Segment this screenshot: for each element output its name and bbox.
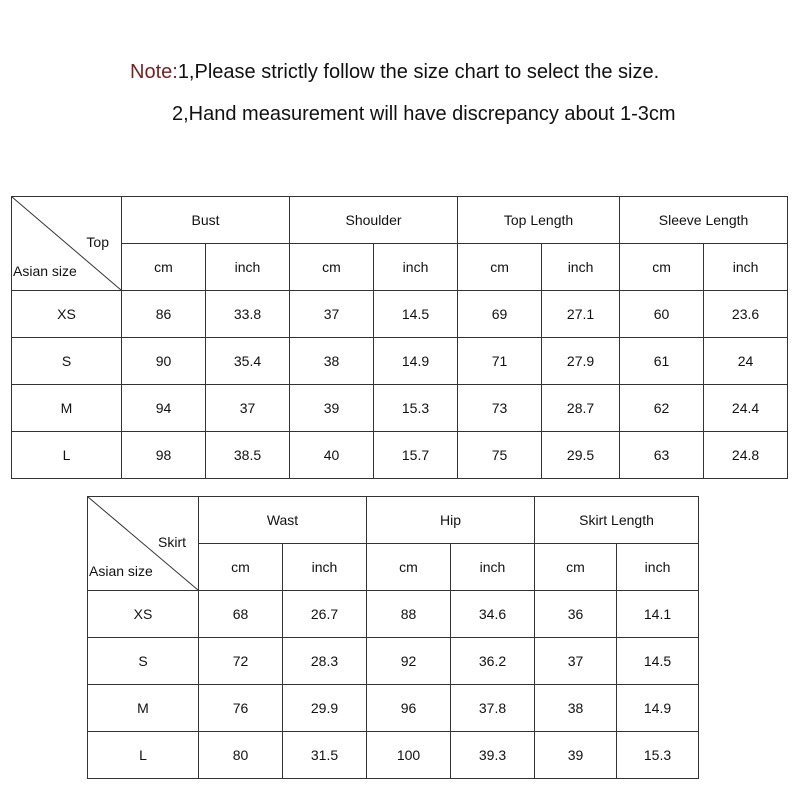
unit-cell: inch (617, 544, 699, 591)
value-cell: 96 (367, 685, 451, 732)
value-cell: 73 (458, 385, 542, 432)
value-cell: 94 (122, 385, 206, 432)
unit-cell: cm (458, 244, 542, 291)
value-cell: 23.6 (704, 291, 788, 338)
top-table-unit-header (12, 244, 788, 291)
value-cell: 37 (206, 385, 290, 432)
size-label: L (88, 732, 199, 779)
value-cell: 98 (122, 432, 206, 479)
value-cell: 28.7 (542, 385, 620, 432)
top-table-corner-cell (12, 197, 122, 291)
value-cell: 24.8 (704, 432, 788, 479)
table-row (88, 638, 699, 685)
table-row (12, 291, 788, 338)
top-table-group-sleeve-length: Sleeve Length (620, 197, 788, 244)
size-label: S (88, 638, 199, 685)
size-label: M (88, 685, 199, 732)
value-cell: 38.5 (206, 432, 290, 479)
table-row (12, 385, 788, 432)
top-table-group-bust: Bust (122, 197, 290, 244)
unit-cell: inch (704, 244, 788, 291)
value-cell: 38 (535, 685, 617, 732)
value-cell: 14.5 (374, 291, 458, 338)
unit-cell: inch (542, 244, 620, 291)
unit-cell: cm (199, 544, 283, 591)
note-line-1 (130, 61, 659, 84)
value-cell: 39 (290, 385, 374, 432)
skirt-table-corner-top-label: Skirt (158, 534, 186, 550)
unit-cell: inch (283, 544, 367, 591)
value-cell: 71 (458, 338, 542, 385)
note-line-1-text: 1,Please strictly follow the size chart to select the size. (177, 61, 660, 83)
top-table-group-top-length: Top Length (458, 197, 620, 244)
top-table-corner-bottom-label: Asian size (13, 263, 77, 279)
unit-cell: inch (206, 244, 290, 291)
value-cell: 26.7 (283, 591, 367, 638)
value-cell: 72 (199, 638, 283, 685)
size-label: S (12, 338, 122, 385)
unit-cell: cm (535, 544, 617, 591)
skirt-table-corner-bottom-label: Asian size (89, 563, 153, 579)
value-cell: 63 (620, 432, 704, 479)
value-cell: 24.4 (704, 385, 788, 432)
unit-cell: inch (374, 244, 458, 291)
value-cell: 92 (367, 638, 451, 685)
table-row (12, 338, 788, 385)
value-cell: 90 (122, 338, 206, 385)
skirt-table-group-hip: Hip (367, 497, 535, 544)
value-cell: 68 (199, 591, 283, 638)
value-cell: 37.8 (451, 685, 535, 732)
unit-cell: cm (122, 244, 206, 291)
value-cell: 62 (620, 385, 704, 432)
value-cell: 80 (199, 732, 283, 779)
value-cell: 15.3 (374, 385, 458, 432)
table-row (12, 432, 788, 479)
note-line-2: 2,Hand measurement will have discrepancy about 1-3cm (172, 103, 676, 125)
value-cell: 34.6 (451, 591, 535, 638)
top-size-table (11, 196, 788, 479)
value-cell: 39.3 (451, 732, 535, 779)
value-cell: 33.8 (206, 291, 290, 338)
value-cell: 36 (535, 591, 617, 638)
value-cell: 60 (620, 291, 704, 338)
value-cell: 14.9 (374, 338, 458, 385)
value-cell: 38 (290, 338, 374, 385)
top-table-corner-top-label: Top (86, 234, 109, 250)
value-cell: 35.4 (206, 338, 290, 385)
unit-cell: cm (290, 244, 374, 291)
skirt-table-group-skirt-length: Skirt Length (535, 497, 699, 544)
value-cell: 86 (122, 291, 206, 338)
value-cell: 15.7 (374, 432, 458, 479)
table-row (88, 591, 699, 638)
value-cell: 31.5 (283, 732, 367, 779)
size-label: XS (88, 591, 199, 638)
value-cell: 40 (290, 432, 374, 479)
size-label: M (12, 385, 122, 432)
value-cell: 14.5 (617, 638, 699, 685)
size-label: XS (12, 291, 122, 338)
value-cell: 37 (290, 291, 374, 338)
size-label: L (12, 432, 122, 479)
value-cell: 29.9 (283, 685, 367, 732)
value-cell: 15.3 (617, 732, 699, 779)
top-table-group-header (12, 197, 788, 244)
value-cell: 14.1 (617, 591, 699, 638)
value-cell: 24 (704, 338, 788, 385)
top-table-group-shoulder: Shoulder (290, 197, 458, 244)
value-cell: 37 (535, 638, 617, 685)
value-cell: 76 (199, 685, 283, 732)
value-cell: 100 (367, 732, 451, 779)
skirt-table-group-wast: Wast (199, 497, 367, 544)
value-cell: 14.9 (617, 685, 699, 732)
value-cell: 75 (458, 432, 542, 479)
value-cell: 61 (620, 338, 704, 385)
unit-cell: inch (451, 544, 535, 591)
skirt-table-group-header (88, 497, 699, 544)
skirt-table-corner-cell (88, 497, 199, 591)
value-cell: 36.2 (451, 638, 535, 685)
value-cell: 27.1 (542, 291, 620, 338)
unit-cell: cm (367, 544, 451, 591)
value-cell: 39 (535, 732, 617, 779)
note-prefix: Note: (130, 61, 178, 83)
table-row (88, 685, 699, 732)
value-cell: 27.9 (542, 338, 620, 385)
unit-cell: cm (620, 244, 704, 291)
table-row (88, 732, 699, 779)
value-cell: 88 (367, 591, 451, 638)
value-cell: 69 (458, 291, 542, 338)
value-cell: 29.5 (542, 432, 620, 479)
skirt-size-table (87, 496, 699, 779)
value-cell: 28.3 (283, 638, 367, 685)
